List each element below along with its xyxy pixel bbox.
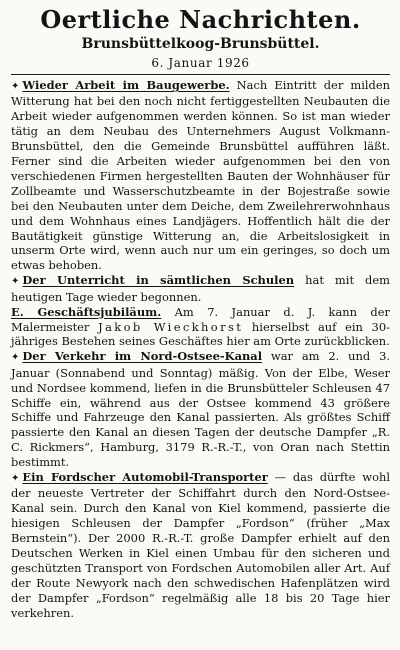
article-body: hat mit dem heutigen Tage wieder begonnen.: [11, 273, 390, 304]
article-headline: Ein Fordscher Automobil-Transporter: [22, 470, 268, 485]
article-headline: Der Verkehr im Nord-Ostsee-Kanal: [22, 349, 263, 364]
divider-rule: [11, 74, 390, 75]
article-baugewerbe: [11, 78, 390, 273]
section-masthead: Oertliche Nachrichten.: [40, 5, 361, 34]
star-bullet-icon: ✦: [11, 275, 20, 287]
article-body: Am 7. Januar d. J. kann der Malermeister: [11, 304, 390, 334]
article-headline: Wieder Arbeit im Baugewerbe.: [22, 78, 230, 92]
location-subhead: Brunsbüttelkoog-Brunsbüttel.: [81, 36, 320, 52]
article-automobil-transporter: [11, 470, 390, 621]
article-geschaeftsjubilaeum: [11, 305, 390, 350]
star-bullet-icon: ✦: [11, 351, 20, 363]
article-headline: E. Geschäftsjubiläum.: [11, 304, 162, 319]
dateline: 6. Januar 1926: [151, 56, 250, 70]
article-headline: Der Unterricht in sämtlichen Schulen: [22, 273, 295, 288]
article-body: war am 2. und 3. Januar (Sonnabend und Sonntag) mäßig. Von der Elbe, Weser und Nordsee kommend, liefen in die Brunsbütteler Schleusen 47 Schiffe ein, während aus der Ostsee kommend 43 größere Schiffe und Fahrzeuge den Kanal passierten. Als größtes Schiff passierte den Kanal an diesen Tagen der deutsche Dampfer „R. C. Rickmers“, Hamburg, 3179 R.-R.-T., von Oran nach Stettin bestimmt.: [11, 349, 390, 470]
article-body: hierselbst auf ein 30-jähriges Bestehen seines Geschäftes hier am Orte zurückblicken.: [11, 319, 390, 349]
article-body: Nach Eintritt der milden Witterung hat bei den noch nicht fertiggestellten Neubauten die Arbeit wieder aufgenommen werden können. So ist man wieder tätig an dem Neubau des Unternehmers August Volkmann-Brunsbüttel, den die Gemeinde Brunsbüttel aufführen läßt. Ferner sind die Arbeiten wieder aufgenommen bei den von verschiedenen Firmen hergestellten Bauten der Wohnhäuser für Zollbeamte und Wasserschutzbeamte in der Bojestraße sowie bei den Neubauten unter dem Deiche, dem Zweilehrerwohnhaus und dem Wohnhaus eines Landjägers. Hoffentlich hält die der Bautätigkeit günstige Witterung an, die Arbeitslosigkeit in unserm Orte wird, wenn auch nur um ein geringes, so doch um etwas behoben.: [11, 78, 390, 273]
article-person-name: Jakob Wieckhorst: [98, 319, 244, 334]
article-unterricht: [11, 273, 390, 304]
article-kanalverkehr: [11, 349, 390, 470]
star-bullet-icon: ✦: [11, 472, 20, 484]
star-bullet-icon: ✦: [11, 80, 20, 92]
article-body: — das dürfte wohl der neueste Vertreter der Schiffahrt durch den Nord-Ostsee-Kanal sein. Durch den Kanal von Kiel kommend, passierte die hiesigen Schleusen der Dampfer „Fordson“ (früher „Max Bernstein“). Der 2000 R.-R.-T. große Dampfer erhielt auf den Deutschen Werken in Kiel einen Umbau für den sicheren und geschützten Transport von Fordschen Automobilen aller Art. Auf der Route Newyork nach den schwedischen Hafenplätzen wird der Dampfer „Fordson“ regelmäßig alle 18 bis 20 Tage hier verkehren.: [11, 470, 390, 620]
news-column: [11, 78, 390, 621]
